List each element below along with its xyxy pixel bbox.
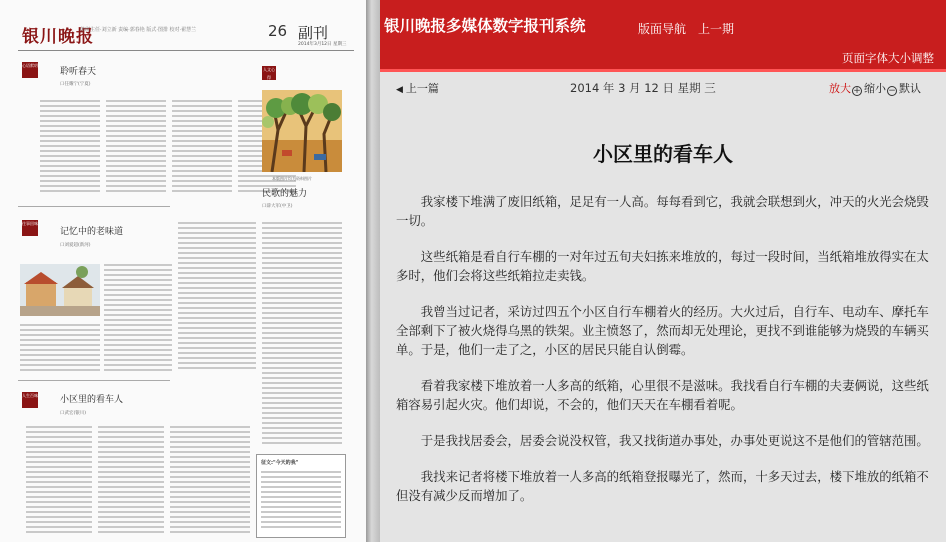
text-column: [26, 426, 92, 536]
page-date: 2014年3月12日 星期三: [298, 42, 347, 47]
divider: [18, 380, 170, 381]
article-author: 口薛大军(中卫): [262, 204, 293, 209]
article-paragraph: 看着我家楼下堆放着一人多高的纸箱，心里很不是滋味。我找看自行车棚的夫妻俩说，这些纸箱容易引起火灾。他们却说，不会的，他们天天在车棚看着呢。: [396, 378, 929, 412]
page-number: 26: [268, 22, 288, 40]
newspaper-masthead: 银川晚报: [22, 27, 94, 47]
section-tag: 心语絮叨: [22, 62, 38, 78]
article-paragraph: 这些纸箱是看自行车棚的一对年过五旬夫妇拣来堆放的，每过一段时间，当纸箱堆放得实在太多时，他们会将这些纸箱拉走卖钱。: [396, 249, 929, 283]
photo-caption: 本版图片均为资料图片: [272, 176, 312, 181]
previous-issue-link[interactable]: 上一期: [698, 22, 735, 36]
font-size-adjust-label: 页面字体大小调整: [842, 51, 934, 65]
pane-splitter[interactable]: [366, 0, 380, 542]
previous-article-link[interactable]: [396, 80, 439, 96]
article-paragraph: 于是我找居委会，居委会说没权管，我又找街道办事处，办事处更说这不是他们的管辖范围。: [420, 433, 929, 448]
article-body: [396, 192, 930, 522]
notice-box: [256, 454, 346, 538]
article-title-link[interactable]: 民歌的魅力: [262, 189, 308, 199]
header-rule: [18, 50, 354, 51]
watercolor-image: [20, 264, 100, 316]
issue-date: 2014 年 3 月 12 日 星期 三: [570, 81, 716, 95]
zoom-out-button[interactable]: 缩小: [864, 82, 886, 95]
page-name: 副刊: [298, 24, 329, 42]
zoom-in-button[interactable]: 放大: [829, 82, 851, 95]
article-title-link[interactable]: 记忆中的老味道: [60, 227, 124, 237]
zoom-controls: [829, 80, 921, 96]
article-reader-pane: [380, 0, 946, 542]
text-column: [261, 471, 341, 533]
text-column: [104, 264, 172, 374]
article-paragraph: 我找来记者将楼下堆放着一人多高的纸箱登报曝光了，然而，十多天过去，楼下堆放的纸箱不但没有减少反而增加了。: [396, 469, 929, 503]
article-author: 口刘爱超(新河): [60, 243, 91, 248]
text-column: [172, 100, 232, 196]
article-author: 口任耀宁(宁夏): [60, 82, 91, 87]
text-column: [20, 324, 100, 372]
text-column: [262, 222, 342, 448]
article-title-link[interactable]: 聆听春天: [60, 67, 97, 77]
layout-navigation-link[interactable]: 版面导航: [638, 22, 687, 36]
default-size-button[interactable]: 默认: [899, 82, 921, 95]
article-title: 小区里的看车人: [593, 142, 733, 166]
previous-article-label: 上一篇: [405, 82, 439, 95]
text-column: [40, 100, 100, 196]
article-paragraph: 我曾当过记者，采访过四五个小区自行车棚着火的经历。大火过后，自行车、电动车、摩托车全部剩下了被火烧得乌黑的铁架。业主愤怒了，然而却无处理论，更找不到谁能够为烧毁的车辆买单。于是，他们一走了之，小区的居民只能自认倒霉。: [396, 304, 929, 357]
text-column: [106, 100, 166, 196]
text-column: [170, 426, 250, 536]
notice-box-title: 征文:"今天的我": [261, 460, 299, 466]
section-tag: 人文心得: [263, 67, 275, 80]
text-column: [178, 222, 256, 372]
section-tag: 人生百味: [22, 392, 38, 408]
plus-icon[interactable]: +: [853, 86, 861, 96]
left-arrow-icon: ◀: [396, 85, 403, 95]
newspaper-page-image[interactable]: [0, 0, 366, 542]
article-title-link[interactable]: 小区里的看车人: [60, 395, 124, 405]
text-column: [98, 426, 164, 536]
section-tag: 往事回味: [22, 220, 38, 236]
painting-image: [262, 90, 342, 172]
masthead-meta: 值班主任·刘立新 责编·郭春艳 版式·图排 校对·翟慧兰: [80, 27, 197, 33]
header-divider: [380, 69, 946, 72]
article-author: 口武宏(银川): [60, 411, 87, 416]
article-paragraph: 我家楼下堆满了废旧纸箱，足足有一人高。每每看到它，我就会联想到火，冲天的火光会烧毁一切。: [396, 194, 929, 228]
minus-icon[interactable]: −: [888, 86, 896, 96]
divider: [18, 206, 170, 207]
system-title: 银川晚报多媒体数字报刊系统: [384, 17, 586, 35]
